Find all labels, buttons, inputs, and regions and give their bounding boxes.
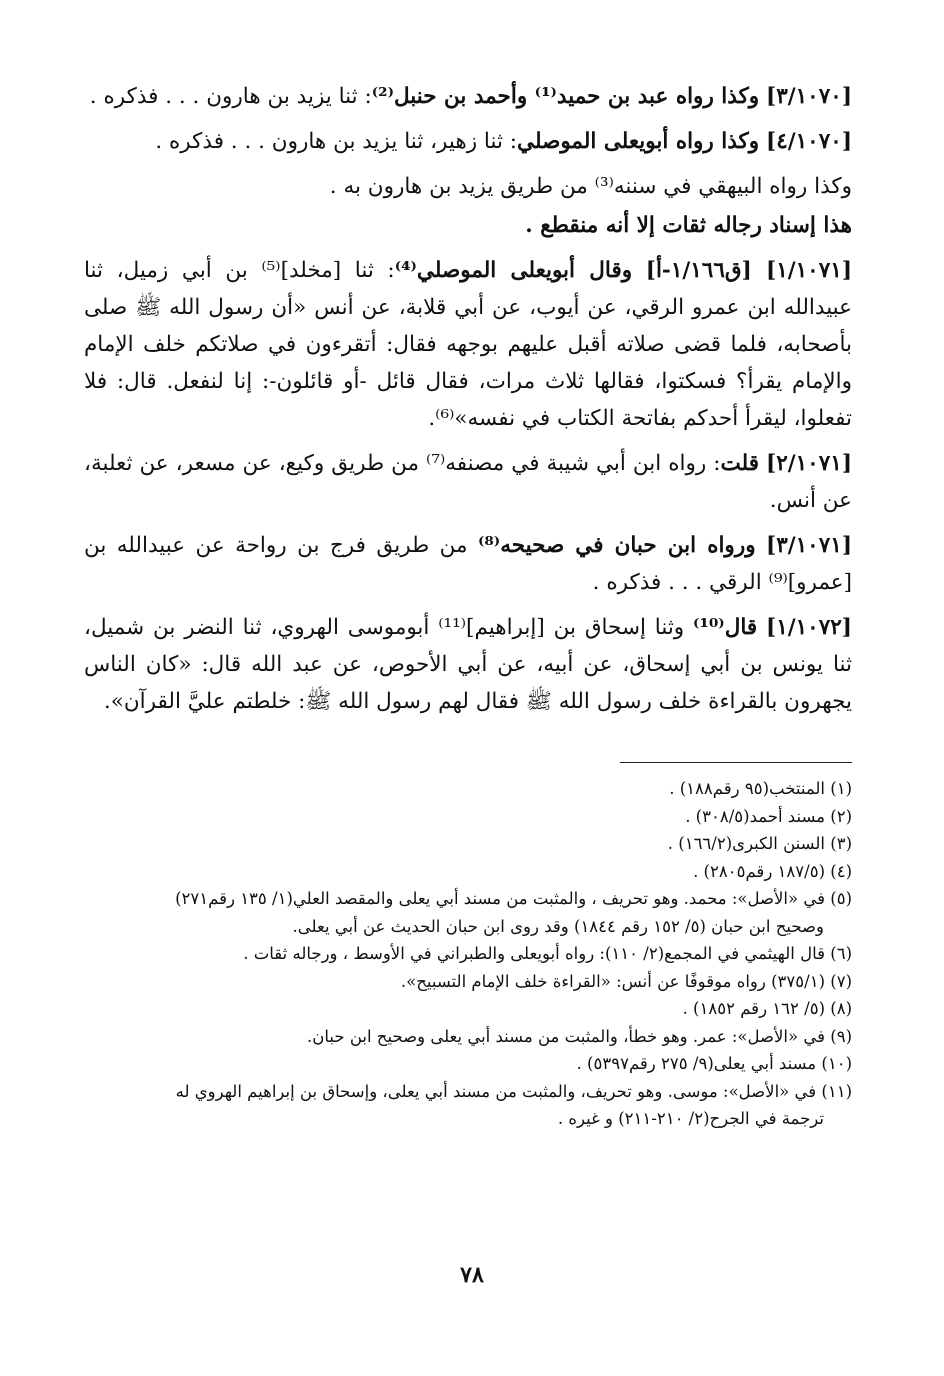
paragraph-7 [84,527,852,601]
paragraph-text: وثنا إسحاق بن [إبراهيم]⁽¹¹⁾ أبوموسى الهروي، ثنا النضر بن شميل، ثنا يونس بن أبي إسحاق، عن أبيه، عن أبي الأحوص، عن عبد الله قال: «كان الناس يجهرون بالقراءة خلف رسول الله ﷺ فقال لهم رسول الله ﷺ: خلطتم عليَّ القرآن». [84,615,852,714]
footnote [84,775,852,803]
paragraph-bold: وكذا رواه أبويعلى الموصلي [517,129,760,154]
paragraph-ref: [١/١٠٧٢] [766,615,852,640]
paragraph-bold: هذا إسناد رجاله ثقات إلا أنه منقطع . [525,213,852,238]
footnote-text: (٤) (١٨٧/٥ رقم٢٨٠٥) . [693,861,852,881]
footnote-text: (٩) في «الأصل»: عمر. وهو خطأ، والمثبت من مسند أبي يعلى وصحيح ابن حبان. [307,1026,852,1046]
footnote-text: (٦) قال الهيثمي في المجمع(٢/ ١١٠): رواه أبويعلى والطبراني في الأوسط ، ورجاله ثقات . [243,944,852,963]
footnote [84,968,852,996]
footnote-text: (٥) في «الأصل»: محمد. وهو تحريف ، والمثبت من مسند أبي يعلى والمقصد العلي(١/ ١٣٥ رقم٢٧١) [175,889,852,908]
page-number: ٧٨ [460,1262,484,1288]
footnote-text: (١٠) مسند أبي يعلى(٩/ ٢٧٥ رقم٥٣٩٧) . [576,1054,852,1073]
paragraph-3 [84,168,852,205]
paragraph-4 [84,207,852,244]
paragraph-bold: قال⁽¹⁰⁾ [693,615,758,640]
paragraph-1 [84,78,852,115]
paragraph-bold: وقال أبويعلى الموصلي⁽⁴⁾ [394,258,633,283]
paragraph-8 [84,609,852,720]
footnote-separator [620,762,852,763]
footnote [84,1023,852,1051]
paragraph-2 [84,123,852,160]
paragraph-ref: [٣/١٠٧٠] [766,84,852,109]
footnote [84,995,852,1023]
paragraph-ref: [١/١٠٧١] [ق١/١٦٦-أ] [645,258,852,283]
footnote-text: (٢) مسند أحمد(٣٠٨/٥) . [685,806,852,826]
footnote [84,803,852,831]
paragraph-text: : ثنا يزيد بن هارون . . . فذكره . [89,84,372,109]
footnote-text: (١) المنتخب(٩٥ رقم١٨٨) . [669,779,852,798]
footnote-text: (٣) السنن الكبرى(١٦٦/٢) . [667,834,852,853]
paragraph-text: من طريق فرج بن رواحة عن عبيدالله بن [عمرو]⁽⁹⁾ الرقي . . . فذكره . [84,533,852,595]
main-text [84,78,852,720]
paragraph-text: : رواه ابن أبي شيبة في مصنفه⁽⁷⁾ من طريق وكيع، عن مسعر، عن ثعلبة، عن أنس. [84,451,852,513]
footnote [84,940,852,968]
paragraph-text: : ثنا زهير، ثنا يزيد بن هارون . . . فذكره . [155,129,518,154]
footnote [84,885,852,940]
paragraph-text: : ثنا [مخلد]⁽⁵⁾ بن أبي زميل، ثنا عبيدالله ابن عمرو الرقي، عن أيوب، عن أبي قلابة، عن أنس «أن رسول الله ﷺ صلى بأصحابه، فلما قضى صلاته أقبل عليهم بوجهه فقال: أتقرءون في صلاتكم خلف الإمام والإمام يقرأ؟ فسكتوا، فقالها ثلاث مرات، فقال قائل -أو قائلون-: إنا لنفعل. قال: فلا تفعلوا، ليقرأ أحدكم بفاتحة الكتاب في نفسه»⁽⁶⁾. [84,258,852,431]
footnote [84,858,852,886]
footnote-text: (٨) (٥/ ١٦٢ رقم ١٨٥٢) . [682,999,852,1018]
footnote-continuation: ترجمة في الجرح(٢/ ٢١٠-٢١١) و غيره . [557,1109,824,1128]
footnote [84,1078,852,1133]
paragraph-ref: [٣/١٠٧١] [766,533,852,558]
footnotes [84,775,852,1133]
paragraph-bold: وكذا رواه عبد بن حميد⁽¹⁾ وأحمد بن حنبل⁽²⁾ [371,84,760,109]
paragraph-bold: ورواه ابن حبان في صحيحه⁽⁸⁾ [477,533,756,558]
footnote-continuation: وصحيح ابن حبان (٥/ ١٥٢ رقم ١٨٤٤) وقد روى ابن حبان الحديث عن أبي يعلى. [292,916,824,936]
footnote [84,830,852,858]
footnote-text: (١١) في «الأصل»: موسى. وهو تحريف، والمثبت من مسند أبي يعلى، وإسحاق بن إبراهيم الهروي له [175,1081,852,1101]
paragraph-text: وكذا رواه البيهقي في سننه⁽³⁾ من طريق يزيد بن هارون به . [329,174,852,199]
paragraph-bold: قلت [720,451,760,476]
footnote [84,1050,852,1078]
paragraph-5 [84,252,852,437]
paragraph-6 [84,445,852,519]
paragraph-ref: [٤/١٠٧٠] [766,129,852,154]
paragraph-ref: [٢/١٠٧١] [766,451,852,476]
footnote-text: (٧) (٣٧٥/١) رواه موقوفًا عن أنس: «القراءة خلف الإمام التسبيح». [400,971,852,991]
